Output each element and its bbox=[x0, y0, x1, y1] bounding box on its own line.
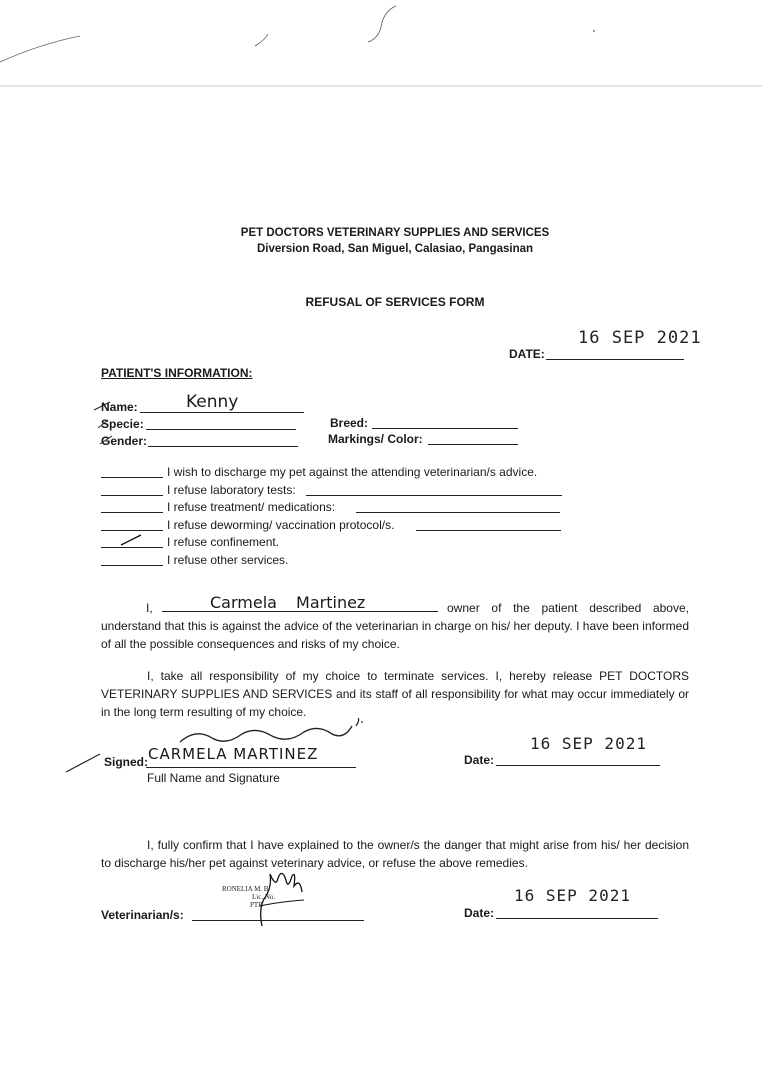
company-name: PET DOCTORS VETERINARY SUPPLIES AND SERVICES bbox=[240, 227, 550, 239]
statement-paragraph-1 bbox=[101, 599, 689, 653]
checklist-item-text: I refuse deworming/ vaccination protocol/s. bbox=[167, 517, 395, 532]
vet-stamp-name: RONELIA M. B bbox=[222, 885, 269, 893]
vet-date-stamp: 16 SEP 2021 bbox=[514, 886, 631, 905]
vet-confirmation-paragraph bbox=[101, 836, 689, 872]
checkbox-line[interactable] bbox=[101, 477, 163, 478]
statement-para1-text: owner of the patient described above, understand that this is against the advice of the veterinarian in charge on his/ her deputy. I have been informed of all the possible consequences and risks of my choice. bbox=[101, 601, 689, 651]
statement-prefix: I, bbox=[146, 601, 153, 615]
specie-line[interactable] bbox=[146, 429, 296, 430]
checklist-row bbox=[101, 518, 571, 536]
owner-name-printed: CARMELA MARTINEZ bbox=[148, 745, 319, 763]
owner-date-stamp: 16 SEP 2021 bbox=[530, 734, 647, 753]
vet-signature bbox=[248, 866, 328, 930]
name-line[interactable] bbox=[140, 412, 304, 413]
form-title: REFUSAL OF SERVICES FORM bbox=[305, 295, 485, 309]
checklist-row bbox=[101, 500, 571, 518]
fill-line[interactable] bbox=[416, 530, 561, 531]
label-strike-marks bbox=[92, 396, 152, 456]
checklist-row bbox=[101, 465, 571, 483]
statement-para2-text: I, take all responsibility of my choice to terminate services. I, hereby release PET DOCTORS VETERINARY SUPPLIES AND SERVICES and its staff of all responsibility for what may occur immediately or in the long term resulting of my choice. bbox=[101, 669, 689, 719]
check-mark-icon bbox=[119, 533, 145, 547]
checklist-row bbox=[101, 483, 571, 501]
vet-confirmation-text: I, fully confirm that I have explained to the owner/s the danger that might arise from his/ her decision to discharge his/her pet against veterinary advice, or refuse the above remedies. bbox=[101, 838, 689, 870]
fill-line[interactable] bbox=[356, 512, 560, 513]
checklist-item-text: I refuse confinement. bbox=[167, 535, 280, 550]
name-value: Kenny bbox=[186, 392, 239, 412]
owner-signature-line[interactable] bbox=[146, 767, 356, 768]
signed-label: Signed: bbox=[104, 755, 148, 769]
checkbox-line[interactable] bbox=[101, 565, 163, 566]
company-address: Diversion Road, San Miguel, Calasiao, Pangasinan bbox=[256, 243, 534, 255]
checklist-item-text: I refuse other services. bbox=[167, 552, 289, 567]
breed-label: Breed: bbox=[330, 416, 369, 430]
vet-stamp-license: Lic. No. bbox=[252, 893, 276, 901]
checklist-row bbox=[101, 553, 571, 571]
date-label: DATE: bbox=[509, 347, 545, 361]
date-stamp: 16 SEP 2021 bbox=[578, 328, 702, 348]
patient-section-title: PATIENT'S INFORMATION: bbox=[101, 366, 253, 380]
checklist-item-text: I refuse treatment/ medications: bbox=[167, 500, 336, 515]
fill-line[interactable] bbox=[306, 495, 562, 496]
owner-date-line[interactable] bbox=[496, 765, 660, 766]
refusal-checklist bbox=[101, 465, 571, 571]
veterinarian-label: Veterinarian/s: bbox=[101, 908, 184, 922]
markings-label: Markings/ Color: bbox=[328, 432, 423, 446]
checkbox-line[interactable] bbox=[101, 530, 163, 531]
checkbox-line[interactable] bbox=[101, 495, 163, 496]
checklist-row bbox=[101, 535, 571, 553]
scan-artifacts bbox=[0, 0, 762, 100]
checklist-item-text: I wish to discharge my pet against the attending veterinarian/s advice. bbox=[167, 465, 538, 479]
statement-paragraph-2 bbox=[101, 667, 689, 721]
gender-line[interactable] bbox=[148, 446, 298, 447]
specie-label: Specie: bbox=[101, 417, 144, 431]
date-line[interactable] bbox=[546, 359, 684, 360]
breed-line[interactable] bbox=[372, 428, 518, 429]
name-label: Name: bbox=[101, 400, 138, 414]
markings-line[interactable] bbox=[428, 444, 518, 445]
vet-date-label: Date: bbox=[464, 906, 495, 920]
checkbox-line[interactable] bbox=[101, 512, 163, 513]
checkbox-line[interactable] bbox=[101, 547, 163, 548]
vet-date-line[interactable] bbox=[496, 918, 658, 919]
owner-date-label: Date: bbox=[464, 753, 495, 767]
full-name-signature-label: Full Name and Signature bbox=[147, 771, 280, 785]
gender-label: Gender: bbox=[101, 434, 148, 448]
owner-name-value: Carmela Martinez bbox=[210, 593, 366, 612]
checklist-item-text: I refuse laboratory tests: bbox=[167, 482, 296, 497]
vet-stamp-ptr: PTR bbox=[250, 901, 263, 909]
